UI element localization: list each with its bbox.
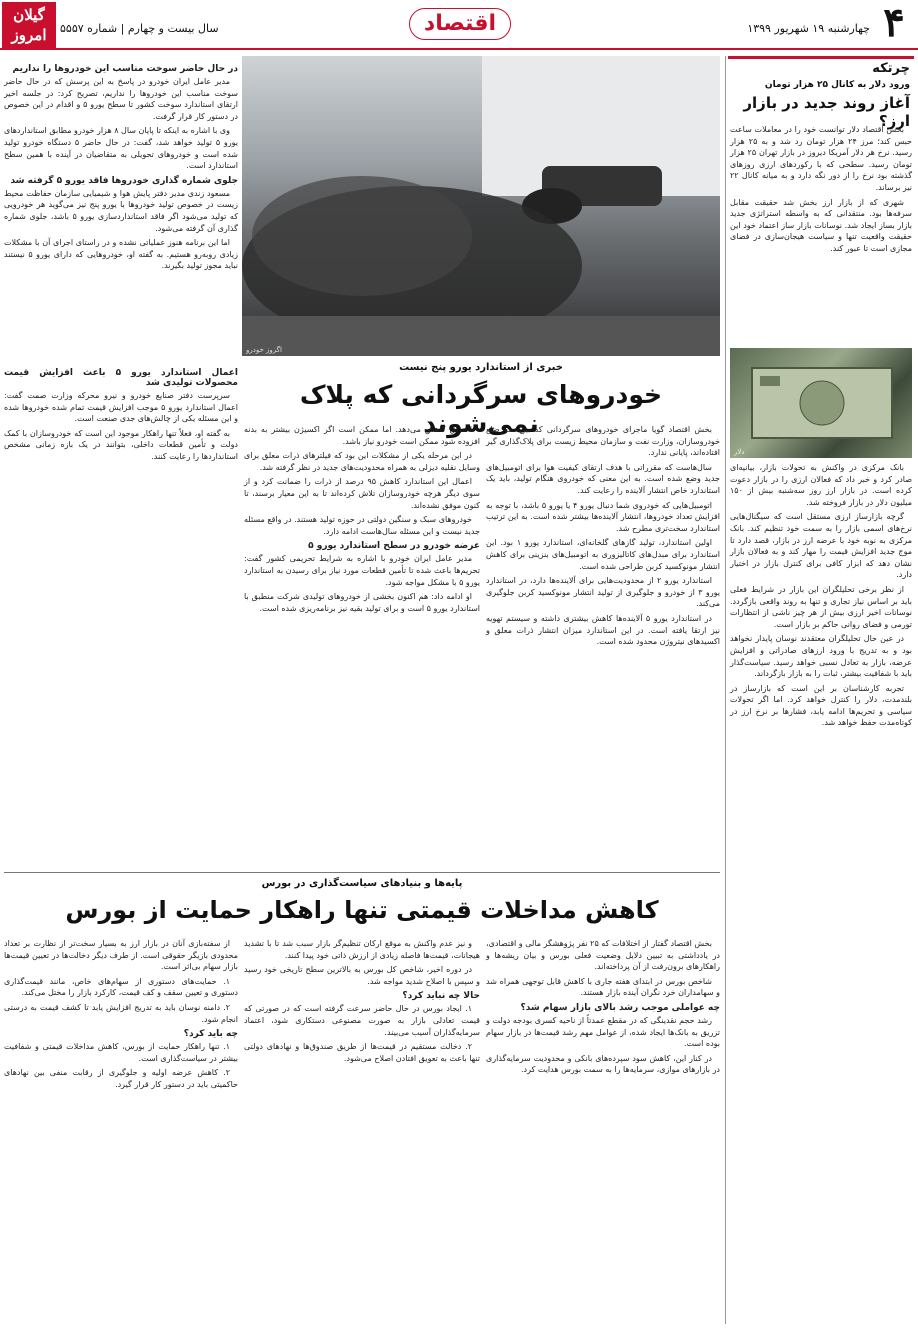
body-paragraph: اتومبیل‌هایی که خودروی شما دنبال یورو ۴ یا یورو ۵ باشد، با توجه به افزایش تعداد خودروها، انتشار آلاینده‌ها بیشتر شده است. به این ترتیب استاندارد سخت‌تری مطرح شد. xyxy=(486,500,720,533)
subheading: در حال حاضر سوخت مناسب این خودروها را نداریم xyxy=(12,64,238,74)
sidebar-text-bottom xyxy=(730,462,912,1322)
photo-caption-hidden: دلار xyxy=(734,448,745,456)
sidebar-column xyxy=(728,56,914,1324)
subheading: حالا چه نباید کرد؟ xyxy=(402,991,480,1002)
body-paragraph: مدیر عامل ایران خودرو در پاسخ به این پرسش که در حال حاضر سوخت مناسب این خودروها را نداریم، تصریح کرد: در جلسه اخیر ارتقای استاندارد سوخت کشور تا سطح یورو ۵ و اقدام در این خصوص در دستور کار قرار گرفت. xyxy=(4,77,239,121)
body-paragraph: سرپرست دفتر صنایع خودرو و نیرو محرکه وزارت صمت گفت: اعمال استاندارد یورو ۵ موجب افزایش قیمت تمام شده خودروها شده و این مسئله یکی از چالش‌های جدی صنعت است. xyxy=(4,391,238,424)
article1-col-left-top xyxy=(4,60,238,360)
subheading: چه باید کرد؟ xyxy=(183,1029,238,1040)
car-exhaust-icon xyxy=(242,56,720,356)
subheading: جلوی شماره گذاری خودروها فاقد یورو ۵ گرفته شد xyxy=(10,175,238,186)
sidebar-kicker: ورود دلار به کانال ۲۵ هزار تومان xyxy=(764,80,910,90)
article1-kicker: خبری از استاندارد یورو پنج نیست xyxy=(399,362,563,373)
sidebar-title: آغاز روند جدید در بازار ارز؟ xyxy=(743,94,910,130)
sidebar-paragraph: از نظر برخی تحلیلگران این بازار در شرایط فعلی باید بر اساس نیاز تجاری و تنها به روند واقعی بازگردد. نوسانات اخیر ارزی بیش از هر چیز ناشی از انتظارات تورمی و فضای روانی حاکم بر بازار است. xyxy=(730,584,912,629)
body-paragraph: بخش اقتصاد گویا ماجرای خودروهای سرگردانی که بین سه ضلع خودروسازان، وزارت نفت و سازمان محیط زیست برای پلاک‌گذاری گیر افتاده‌اند، پایانی ندارد. xyxy=(486,425,720,458)
body-paragraph: اما این برنامه هنوز عملیاتی نشده و در راستای اجرای آن با مشکلات زیادی روبه‌رو هستیم. به گفته او، خودروهایی که دارای یورو ۵ نیستند نباید مجوز تولید بگیرند. xyxy=(4,238,238,271)
article1-title: خودروهای سرگردانی که پلاک نمی‌شوند xyxy=(299,380,663,438)
sidebar-text-top xyxy=(730,124,912,346)
body-paragraph: از سفته‌بازی آنان در بازار ارز به بسیار سخت‌تر از نظارت بر تعداد محدودی بازیگر حقوقی است. از طرف دیگر دخالت‌ها در تعیین قیمت‌ها بازار سهام بی‌اثر است. xyxy=(4,939,238,972)
sidebar-paragraph: بخش اقتصاد دلار توانست خود را در معاملات ساعت حبس کند؛ مرز ۲۴ هزار تومان رد شد و به ۲۵ هزار رسید. نرخ هر دلار آمریکا دیروز در بازار تهران ۲۵ هزار تومان رسید. سطحی که با رکوردهای ارزی روزهای گذشته بود نرخ را از دور نگه دارد و به میانه کانال ۲۲ نیز برساند. xyxy=(730,125,913,192)
body-paragraph: مدیر عامل ایران خودرو با اشاره به شرایط تحریمی کشور گفت: تحریم‌ها باعث شده تا تأمین قطعات مورد نیاز برای رسیدن به استاندارد یورو ۵ با مشکل مواجه شود. xyxy=(244,554,480,587)
article-divider xyxy=(4,872,720,873)
body-paragraph: اعمال این استاندارد کاهش ۹۵ درصد از ذرات را ضمانت کرد و از سوی دیگر هرچه خودروسازان تلاش کرده‌اند تا به این معیار برسند، تا کنون موفق نشده‌اند. xyxy=(244,477,480,510)
body-paragraph: و نیز عدم واکنش به موقع ارکان تنظیم‌گر بازار سبب شد تا با تشدید هیجانات، قیمت‌ها فاصله زیادی از ارزش ذاتی خود پیدا کنند. xyxy=(244,939,480,960)
issue-number: سال بیست و چهارم | شماره ۵۵۵۷ xyxy=(60,22,219,35)
body-paragraph: در استاندارد یورو ۵ آلاینده‌ها کاهش بیشتری داشته و سیستم تهویه نیز ارتقا یافته است. در این استاندارد میزان انتشار ذرات معلق و اکسیدهای نیتروژن محدود شده است. xyxy=(486,613,720,647)
sidebar-paragraph: بانک مرکزی در واکنش به تحولات بازار، بیانیه‌ای صادر کرد و خبر داد که فعالان ارزی را در بازار دعوت کرده است. در بازار ارز روز سه‌شنبه بیش از ۱۵۰ میلیون دلار در بازار فروخته شد. xyxy=(730,463,912,507)
article2-col3 xyxy=(4,938,238,1324)
body-paragraph: او ادامه داد: هم اکنون بخشی از خودروهای تولیدی شرکت منطبق با استاندارد یورو ۵ است و برای تولید بقیه نیز برنامه‌ریزی شده است. xyxy=(244,592,480,613)
subheading: چه عواملی موجب رشد بالای بازار سهام شد؟ xyxy=(520,1002,720,1013)
body-paragraph: در دوره اخیر، شاخص کل بورس به بالاترین سطح تاریخی خود رسید و سپس با اصلاح شدید مواجه شد. xyxy=(244,965,480,986)
body-paragraph: شاخص بورس در ابتدای هفته جاری با کاهش قابل توجهی همراه شد و سهامداران خرد نگران آینده بازار هستند. xyxy=(486,976,720,998)
body-paragraph: ۲. دامنه نوسان باید به تدریج افزایش یابد تا کشف قیمت به درستی انجام شود. xyxy=(4,1002,238,1024)
body-paragraph: اولین استاندارد، تولید گازهای گلخانه‌ای، استاندارد یورو ۱ بود. این استاندارد برای مبدل‌های کاتالیزوری به اتومبیل‌های بنزینی برای کاهش انتشار مونوکسید کربن طراحی شده است. xyxy=(486,538,720,571)
body-paragraph: خودروهای سبک و سنگین دولتی در حوزه تولید هستند. در واقع مسئله جدید نیست و این مسئله سال‌هاست ادامه دارد. xyxy=(244,515,480,536)
page-number: ۴ xyxy=(883,0,905,46)
body-paragraph: در این مرحله یکی از مشکلات این بود که فیلترهای ذرات معلق برای وسایل نقلیه دیزلی به همراه محدودیت‌های جدید در نظر گرفته شد. xyxy=(244,451,480,472)
body-paragraph: در کنار این، کاهش سود سپرده‌های بانکی و محدودیت سرمایه‌گذاری در بازارهای موازی، سرمایه‌ها را به سمت بورس هدایت کرد. xyxy=(486,1053,720,1075)
sidebar-paragraph: گرچه بازارساز ارزی مستقل است که سیگنال‌هایی نرخ‌های اسمی بازار را به سمت خود تنظیم کند. بانک مرکزی به نوبه خود با عرضه ارز در بازار، قصد دارد تا موج جدید افزایش قیمت را مهار کند و به فعالان بازار نشان دهد که ابزار کافی برای کنترل بازار در اختیار دارد. xyxy=(730,512,912,580)
body-paragraph: رشد حجم نقدینگی که در مقطع عمدتاً از ناحیه کسری بودجه دولت و تزریق به بانک‌ها ایجاد شده، از عوامل مهم رشد قیمت‌ها در بازار سهام بوده است. xyxy=(486,1015,720,1049)
body-paragraph: سال‌هاست که مقرراتی با هدف ارتقای کیفیت هوا برای اتومبیل‌های جدید وضع شده است. به این معنی که خودروی هنگام تولید، باید یک استاندارد خاص انتشار آلاینده را رعایت کند. xyxy=(486,462,720,495)
body-paragraph: مسعود زندی مدیر دفتر پایش هوا و شیمیایی سازمان حفاظت محیط زیست در خصوص تولید خودروها با یورو پنج نیز می‌گوید هر خودرویی که تولید می‌شود اگر فاقد استانداردسازی یورو ۵ باشد، جلوی شماره گذاری آن گرفته می‌شود. xyxy=(4,188,239,233)
body-paragraph: احتراق کاهش می‌دهد. اما ممکن است اگر اکسیژن بیشتر به بدنه افزوده شود ممکن است خودرو نیاز باشد. xyxy=(244,425,480,446)
article2-col1 xyxy=(486,938,720,1324)
section-title: اقتصاد xyxy=(370,4,550,44)
article2-col2 xyxy=(244,938,480,1324)
body-paragraph: ۱. ایجاد بورس در حال حاضر سرعت گرفته است که در صورتی که قیمت تعادلی بازار به صورت مصنوعی دستکاری شود، اعتماد سرمایه‌گذاران آسیب می‌بیند. xyxy=(244,1004,480,1037)
body-paragraph: استاندارد یورو ۲ از محدودیت‌هایی برای آلاینده‌ها دارد، در استاندارد یورو ۳ از خودرو و جلوگیری از تولید انتشار مونوکسید کربن جلوگیری می‌کند. xyxy=(486,576,720,609)
banknote-icon xyxy=(730,348,912,458)
body-paragraph: ۱. تنها راهکار حمایت از بورس، کاهش مداخلات قیمتی و شفافیت بیشتر در سیاست‌گذاری است. xyxy=(4,1042,238,1063)
exhaust-photo xyxy=(242,56,720,356)
body-paragraph: ۲. دخالت مستقیم در قیمت‌ها از طریق صندوق‌ها و نهادهای دولتی تنها باعث به تعویق افتادن اصلاح می‌شود. xyxy=(244,1042,480,1063)
sidebar-divider xyxy=(725,56,726,1324)
article1-col3 xyxy=(4,364,238,868)
body-paragraph: به گفته او، فعلاً تنها راهکار موجود این است که خودروسازان با کمک دولت و تأمین قطعات داخلی، بتوانند در یک بازه زمانی مشخص استانداردها را رعایت کنند. xyxy=(4,428,238,461)
sidebar-heading: چرتکه xyxy=(872,61,910,76)
body-paragraph: بخش اقتصاد گفتار از اختلافات که ۲۵ نفر پژوهشگر مالی و اقتصادی، در یادداشتی به تبیین دلایل وضعیت فعلی بورس و بیان ریشه‌ها و راهکارهای برون‌رفت از آن پرداخته‌اند. xyxy=(486,939,720,972)
body-paragraph: وی با اشاره به اینکه تا پایان سال ۸ هزار خودرو مطابق استانداردهای یورو ۵ تولید خواهد شد، گفت: در حال حاضر ۵ دستگاه خودرو تولید شده است و خودروهای تحویلی به متقاضیان در آینده با همین سطح استاندارد است. xyxy=(4,126,238,171)
subheading: عرضه خودرو در سطح استاندارد یورو ۵ xyxy=(308,541,480,552)
article2-kicker: پایه‌ها و بنیادهای سیاست‌گذاری در بورس xyxy=(261,878,463,889)
issue-date: چهارشنبه ۱۹ شهریور ۱۳۹۹ xyxy=(747,22,870,35)
photo-caption-hidden: اگزوز خودرو xyxy=(246,346,282,354)
article1-col2 xyxy=(244,424,480,868)
sidebar-paragraph: تجربه کارشناسان بر این است که بازارساز در بلندمدت، دلار را کنترل خواهد کرد. اما اگر تحولات سیاسی و تحریم‌ها ادامه یابد، فشارها بر نرخ ارز در کوتاه‌مدت حفظ خواهد شد. xyxy=(730,683,912,728)
sidebar-paragraph: شهری که از بازار ارز بخش شد حقیقت مقابل سرفه‌ها بود. منتقدانی که به واسطه استراتژی جدید بازار بساز ایجاد شد. نوسانات بازار ساز اعتماد خود این حقیقت واقعیت تنها و سیاست هیجان‌سازی در فضای مجازی است تا عبور کند. xyxy=(730,197,912,253)
subheading: اعمال استاندارد یورو ۵ باعث افزایش قیمت محصولات تولیدی شد xyxy=(4,368,238,388)
body-paragraph: ۱. حمایت‌های دستوری از سهام‌های خاص، مانند قیمت‌گذاری دستوری و تعیین سقف و کف قیمت، کارکرد بازار را مختل می‌کند. xyxy=(4,976,238,998)
sidebar-dollar-photo xyxy=(730,348,912,458)
sidebar-paragraph: در عین حال تحلیلگران معتقدند نوسان پایدار نخواهد بود و به تدریج با ورود ارزهای صادراتی و افزایش عرضه، بازار به تعادل نسبی خواهد رسید. سیاست‌گذار باید با شفافیت بیشتر، ثبات را به بازار بازگرداند. xyxy=(730,634,912,679)
article2-title: کاهش مداخلات قیمتی تنها راهکار حمایت از بورس xyxy=(65,896,659,924)
newspaper-logo: گیلان امروز xyxy=(2,2,56,48)
sidebar-top-rule xyxy=(728,56,914,59)
article1-col1 xyxy=(486,424,720,868)
body-paragraph: ۲. کاهش عرضه اولیه و جلوگیری از رقابت منفی بین نهادهای حاکمیتی باید در دستور کار قرار گیرد. xyxy=(4,1068,238,1089)
